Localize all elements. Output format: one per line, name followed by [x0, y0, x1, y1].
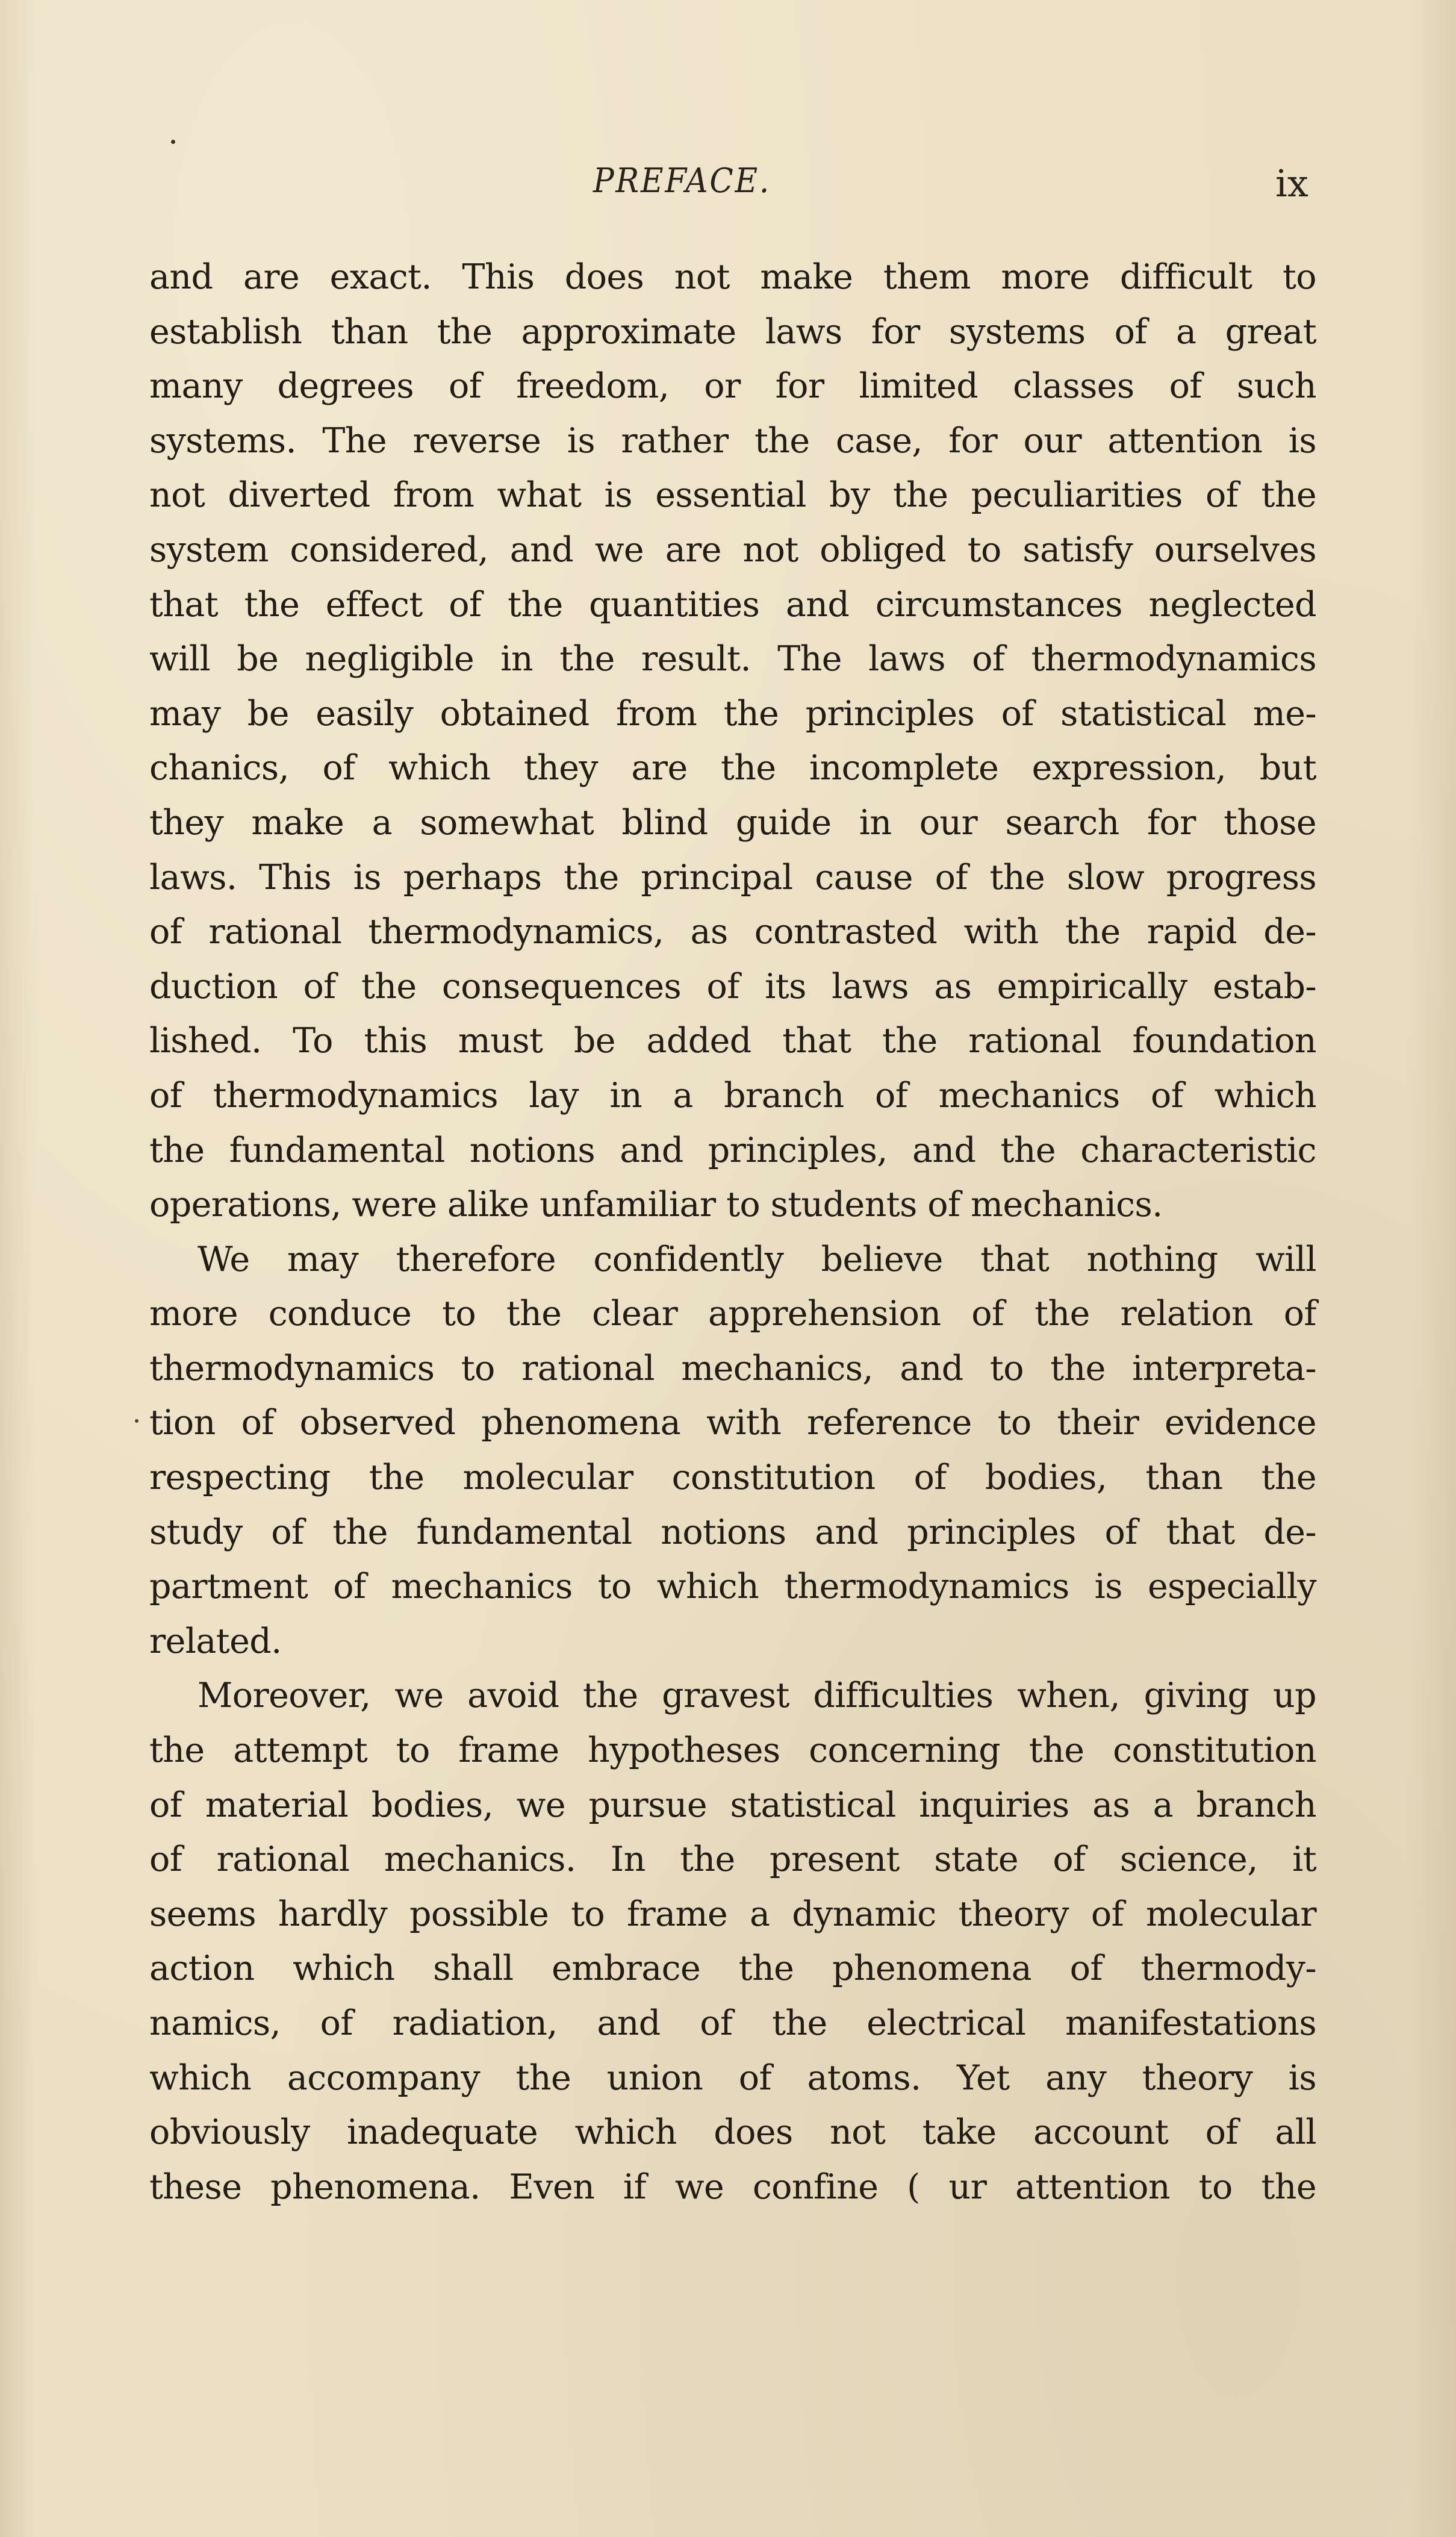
- text-line: which accompany the union of atoms. Yet any theory is: [149, 2058, 1316, 2098]
- text-line: not diverted from what is essential by the peculiarities of the: [149, 475, 1316, 516]
- ink-speck: [171, 140, 175, 144]
- text-line: may be easily obtained from the principles of statistical me-: [149, 693, 1316, 734]
- text-line: of thermodynamics lay in a branch of mechanics of which: [149, 1075, 1316, 1116]
- text-line: We may therefore confidently believe that nothing will: [198, 1239, 1316, 1279]
- text-line: laws. This is perhaps the principal cause of the slow progress: [149, 857, 1316, 897]
- text-line: system considered, and we are not obliged to satisfy ourselves: [149, 529, 1316, 570]
- margin-ink-speck: [135, 1419, 138, 1423]
- text-line: operations, were alike unfamiliar to students of mechanics.: [149, 1185, 1163, 1225]
- text-line: duction of the consequences of its laws as empirically estab-: [149, 966, 1316, 1006]
- text-line: action which shall embrace the phenomena of thermody-: [149, 1949, 1316, 1989]
- text-line: Moreover, we avoid the gravest difficulties when, giving up: [198, 1676, 1316, 1716]
- text-line: obviously inadequate which does not take account of all: [149, 2112, 1316, 2153]
- text-line: systems. The reverse is rather the case, for our attention is: [149, 420, 1316, 461]
- text-line: of rational mechanics. In the present state of science, it: [149, 1840, 1316, 1880]
- text-line: more conduce to the clear apprehension of the relation of: [149, 1294, 1316, 1334]
- text-line: they make a somewhat blind guide in our search for those: [149, 802, 1316, 843]
- text-line: and are exact. This does not make them more difficult to: [149, 257, 1316, 297]
- text-line: of material bodies, we pursue statistical inquiries as a branch: [149, 1785, 1316, 1825]
- text-line: related.: [149, 1621, 282, 1661]
- text-line: establish than the approximate laws for systems of a great: [149, 311, 1316, 352]
- text-line: of rational thermodynamics, as contrasted with the rapid de-: [149, 912, 1316, 952]
- text-line: respecting the molecular constitution of bodies, than the: [149, 1458, 1316, 1498]
- text-line: study of the fundamental notions and principles of that de-: [149, 1512, 1316, 1552]
- text-line: the fundamental notions and principles, and the characteristic: [149, 1130, 1316, 1170]
- text-line: many degrees of freedom, or for limited classes of such: [149, 366, 1316, 407]
- page-number: ix: [1275, 161, 1308, 205]
- text-line: chanics, of which they are the incomplete expression, but: [149, 748, 1316, 788]
- text-line: the attempt to frame hypotheses concerning the constitution: [149, 1730, 1316, 1771]
- text-line: will be negligible in the result. The laws of thermodynamics: [149, 639, 1316, 679]
- paragraph-2: [149, 1232, 1316, 1669]
- body-text: [149, 250, 1316, 2214]
- text-line: thermodynamics to rational mechanics, and to the interpreta-: [149, 1348, 1316, 1388]
- text-line: that the effect of the quantities and circumstances neglected: [149, 584, 1316, 625]
- running-head-title: PREFACE.: [593, 161, 771, 201]
- paragraph-1: [149, 250, 1316, 1232]
- text-line: these phenomena. Even if we confine ( ur attention to the: [149, 2167, 1316, 2207]
- text-line: tion of observed phenomena with reference to their evidence: [149, 1403, 1316, 1443]
- text-line: partment of mechanics to which thermodynamics is especially: [149, 1567, 1316, 1607]
- text-line: seems hardly possible to frame a dynamic theory of molecular: [149, 1894, 1316, 1934]
- paragraph-3: [149, 1668, 1316, 2214]
- text-line: namics, of radiation, and of the electrical manifestations: [149, 2003, 1316, 2043]
- text-line: lished. To this must be added that the rational foundation: [149, 1021, 1316, 1061]
- running-head: [0, 161, 1456, 216]
